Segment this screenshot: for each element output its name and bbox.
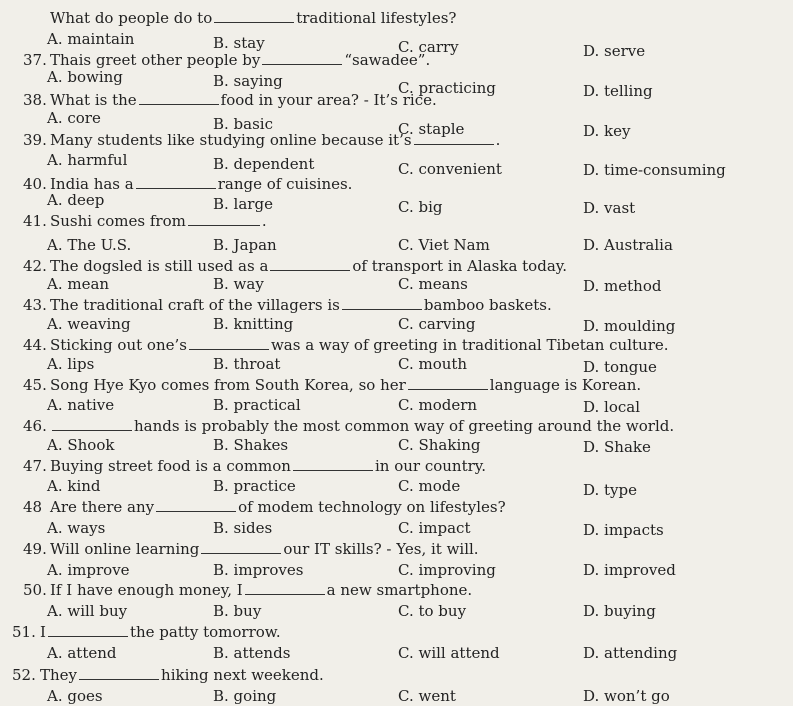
option-b: B. going [213, 687, 277, 705]
option-d: D. won’t go [583, 687, 670, 705]
option-a: A. improve [47, 561, 130, 579]
question-37: 37. Thais greet other people by “sawadee”. [23, 51, 431, 69]
option-c: C. big [398, 198, 443, 216]
option-d: D. moulding [583, 317, 676, 335]
option-c: C. mouth [398, 355, 468, 373]
question-stem: Are there any of modem technology on lifestyles? [50, 498, 506, 516]
option-d: D. impacts [583, 521, 664, 539]
options-44 [0, 354, 793, 374]
option-b: B. attends [213, 644, 291, 662]
options-48 [0, 518, 793, 538]
option-c: C. carry [398, 38, 459, 56]
question-stem: Thais greet other people by “sawadee”. [50, 51, 431, 69]
answer-blank [262, 50, 342, 65]
options-40 [0, 190, 793, 217]
answer-blank [270, 256, 350, 271]
question-52: 52. They hiking next weekend. [12, 666, 324, 684]
answer-blank [48, 622, 128, 637]
option-a: A. kind [47, 477, 101, 495]
option-b: B. buy [213, 602, 262, 620]
option-a: A. lips [47, 355, 95, 373]
question-50: 50. If I have enough money, I a new smartphone. [23, 581, 473, 599]
option-a: A. weaving [47, 315, 131, 333]
question-stem: They hiking next weekend. [40, 666, 324, 684]
option-c: C. went [398, 687, 456, 705]
option-a: A. attend [47, 644, 117, 662]
answer-blank [136, 174, 216, 189]
option-b: B. knitting [213, 315, 294, 333]
option-b: B. improves [213, 561, 304, 579]
answer-blank [52, 416, 132, 431]
question-42: 42. The dogsled is still used as a of transport in Alaska today. [23, 257, 568, 275]
question-stem: What do people do to traditional lifestyles? [50, 9, 457, 27]
question-43: 43. The traditional craft of the villagers is bamboo baskets. [23, 296, 552, 314]
question-46: 46. hands is probably the most common way of greeting around the world. [23, 417, 675, 435]
options-39 [0, 150, 793, 179]
option-b: B. throat [213, 355, 281, 373]
options-49 [0, 560, 793, 580]
option-b: B. large [213, 195, 273, 213]
option-c: C. staple [398, 120, 465, 138]
option-b: B. basic [213, 115, 273, 133]
option-a: A. The U.S. [47, 236, 132, 254]
answer-blank [214, 8, 294, 23]
question-49: 49. Will online learning our IT skills? - Yes, it will. [23, 540, 479, 558]
option-d: D. tongue [583, 358, 657, 376]
question-stem: hands is probably the most common way of greeting around the world. [50, 416, 674, 436]
option-d: D. Shake [583, 438, 651, 456]
question-45: 45. Song Hye Kyo comes from South Korea, so her language is Korean. [23, 376, 642, 394]
option-b: B. dependent [213, 155, 315, 173]
option-d: D. buying [583, 602, 656, 620]
option-d: D. improved [583, 561, 676, 579]
answer-blank [156, 497, 236, 512]
answer-blank [139, 90, 219, 105]
option-a: A. Shook [47, 436, 115, 454]
option-d: D. attending [583, 644, 678, 662]
answer-blank [189, 335, 269, 350]
answer-blank [188, 211, 260, 226]
option-c: C. impact [398, 519, 471, 537]
options-42 [0, 274, 793, 294]
answer-blank [414, 130, 494, 145]
question-stem: The traditional craft of the villagers is bamboo baskets. [50, 296, 552, 314]
options-46 [0, 435, 793, 455]
question-39: 39. Many students like studying online because it’s . [23, 131, 501, 149]
option-c: C. means [398, 275, 468, 293]
question-stem: Sushi comes from . [50, 212, 267, 230]
option-d: D. method [583, 277, 662, 295]
option-c: C. carving [398, 315, 476, 333]
option-d: D. type [583, 481, 638, 499]
option-b: B. way [213, 275, 264, 293]
answer-blank [408, 375, 488, 390]
option-b: B. Japan [213, 236, 277, 254]
question-38: 38. What is the food in your area? - It’s rice. [23, 91, 437, 109]
answer-blank [201, 539, 281, 554]
options-52 [0, 686, 793, 706]
question-stem: Many students like studying online because it’s . [50, 131, 501, 149]
option-b: B. stay [213, 34, 265, 52]
option-a: A. harmful [47, 151, 128, 169]
option-a: A. deep [47, 191, 105, 209]
option-d: D. time-consuming [583, 161, 726, 179]
option-a: A. will buy [47, 602, 128, 620]
option-c: C. will attend [398, 644, 500, 662]
answer-blank [79, 665, 159, 680]
option-c: C. Shaking [398, 436, 481, 454]
option-b: B. saying [213, 72, 283, 90]
option-b: B. practice [213, 477, 296, 495]
options-51 [0, 643, 793, 663]
option-a: A. maintain [47, 30, 135, 48]
option-d: D. serve [583, 42, 646, 60]
question-51: 51. I the patty tomorrow. [12, 623, 281, 641]
answer-blank [245, 580, 325, 595]
question-47: 47. Buying street food is a common in our country. [23, 457, 487, 475]
options-47 [0, 476, 793, 499]
option-d: D. local [583, 398, 640, 416]
question-40: 40. India has a range of cuisines. [23, 175, 353, 193]
option-c: C. convenient [398, 160, 502, 178]
option-a: A. ways [47, 519, 106, 537]
option-c: C. to buy [398, 602, 467, 620]
option-b: B. Shakes [213, 436, 289, 454]
option-c: C. mode [398, 477, 461, 495]
option-b: B. practical [213, 396, 301, 414]
option-d: D. Australia [583, 236, 673, 254]
option-a: A. goes [47, 687, 103, 705]
answer-blank [342, 295, 422, 310]
question-stem: I the patty tomorrow. [40, 623, 281, 641]
option-c: C. Viet Nam [398, 236, 490, 254]
options-45 [0, 395, 793, 415]
answer-blank [293, 456, 373, 471]
option-a: A. native [47, 396, 115, 414]
question-stem: Buying street food is a common in our country. [50, 457, 487, 475]
question-stem: Will online learning our IT skills? - Yes, it will. [50, 540, 479, 558]
question-44: 44. Sticking out one’s was a way of greeting in traditional Tibetan culture. [23, 336, 669, 354]
question-stem: Sticking out one’s was a way of greeting in traditional Tibetan culture. [50, 336, 669, 354]
option-b: B. sides [213, 519, 273, 537]
option-a: A. bowing [47, 68, 123, 86]
option-c: C. modern [398, 396, 478, 414]
question-stem: Song Hye Kyo comes from South Korea, so her language is Korean. [50, 376, 642, 394]
question-stem: India has a range of cuisines. [50, 175, 353, 193]
options-50 [0, 601, 793, 621]
option-c: C. practicing [398, 79, 496, 97]
question-48: 48 Are there any of modem technology on lifestyles? [23, 498, 506, 516]
question-41: 41. Sushi comes from . [23, 212, 267, 230]
question-stem: If I have enough money, I a new smartphone. [50, 581, 473, 599]
option-a: A. core [47, 109, 101, 127]
options-43 [0, 314, 793, 334]
question-36 [0, 8, 793, 28]
option-c: C. improving [398, 561, 496, 579]
option-d: D. vast [583, 199, 636, 217]
option-d: D. telling [583, 82, 653, 100]
question-stem: What is the food in your area? - It’s rice. [50, 91, 437, 109]
option-d: D. key [583, 122, 631, 140]
options-41 [0, 235, 793, 255]
question-stem: The dogsled is still used as a of transport in Alaska today. [50, 257, 568, 275]
option-a: A. mean [47, 275, 110, 293]
